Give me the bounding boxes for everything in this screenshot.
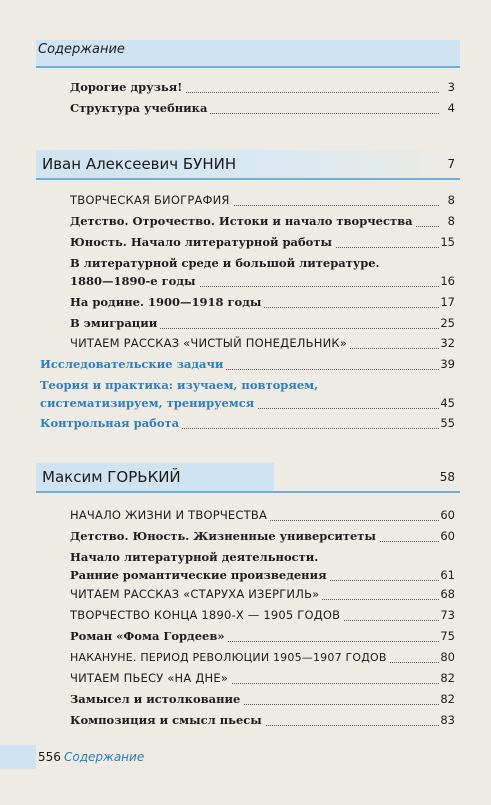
entry-title: Дорогие друзья! [70, 79, 185, 96]
entry-title: ЧИТАЕМ ПЬЕСУ «НА ДНЕ» [70, 670, 231, 687]
entry-title: Контрольная работа [40, 415, 182, 432]
entry-page: 45 [440, 396, 455, 410]
author-name: Максим ГОРЬКИЙ [42, 468, 181, 486]
bunin-rule [36, 178, 460, 180]
entry-page: 8 [447, 193, 455, 207]
entry-title: ТВОРЧЕСТВО КОНЦА 1890-Х — 1905 ГОДОВ [70, 607, 343, 624]
entry-title-line2: систематизируем, тренируемся [40, 395, 257, 412]
entry-page: 68 [440, 587, 455, 601]
entry-page: 80 [440, 650, 455, 664]
entry-page: 82 [440, 692, 455, 706]
entry-page: 60 [440, 529, 455, 543]
entry-page: 3 [447, 80, 455, 94]
entry-page: 39 [440, 357, 455, 371]
entry-title: Замысел и истолкование [70, 691, 243, 708]
gorky-rule [36, 491, 460, 493]
author-header-bunin[interactable] [0, 150, 491, 178]
entry-title: Исследовательские задачи [40, 356, 226, 373]
entry-page: 8 [447, 214, 455, 228]
entry-page: 55 [440, 416, 455, 430]
entry-title: Детство. Отрочество. Истоки и начало творчества [70, 213, 416, 230]
entry-page: 17 [440, 295, 455, 309]
footer-band [0, 745, 36, 769]
toc-section-theory[interactable] [0, 377, 491, 413]
entry-title: НАЧАЛО ЖИЗНИ И ТВОРЧЕСТВА [70, 507, 270, 524]
entry-title: Теория и практика: изучаем, повторяем, [40, 377, 321, 394]
page-footer [0, 745, 491, 769]
entry-title: Детство. Юность. Жизненные университеты [70, 528, 379, 545]
toc-header-title: Содержание [38, 42, 125, 57]
footer-title: Содержание [64, 750, 145, 764]
entry-page: 73 [440, 608, 455, 622]
author-name: Иван Алексеевич БУНИН [42, 155, 237, 173]
entry-title: В литературной среде и большой литературе. [70, 255, 383, 272]
entry-page: 60 [440, 508, 455, 522]
entry-title-line2: Ранние романтические произведения [70, 567, 330, 584]
entry-title-line2: 1880—1890-е годы [70, 273, 199, 290]
author-page: 7 [447, 157, 455, 171]
entry-page: 4 [447, 101, 455, 115]
author-page: 58 [439, 470, 455, 484]
entry-page: 25 [440, 316, 455, 330]
entry-title: Юность. Начало литературной работы [70, 234, 335, 251]
entry-page: 16 [440, 274, 455, 288]
entry-page: 75 [440, 629, 455, 643]
toc-entry[interactable] [0, 255, 491, 291]
entry-title: ТВОРЧЕСКАЯ БИОГРАФИЯ [70, 192, 233, 209]
entry-title: ЧИТАЕМ РАССКАЗ «СТАРУХА ИЗЕРГИЛЬ» [70, 586, 322, 603]
entry-title: На родине. 1900—1918 годы [70, 294, 264, 311]
entry-title: НАКАНУНЕ. ПЕРИОД РЕВОЛЮЦИИ 1905—1907 ГОДОВ [70, 649, 390, 666]
author-header-gorky[interactable] [0, 463, 491, 491]
entry-title: Композиция и смысл пьесы [70, 712, 265, 729]
entry-title: Роман «Фома Гордеев» [70, 628, 228, 645]
entry-title: ЧИТАЕМ РАССКАЗ «ЧИСТЫЙ ПОНЕДЕЛЬНИК» [70, 335, 350, 352]
entry-page: 61 [440, 568, 455, 582]
footer-page-number: 556 [38, 750, 61, 764]
entry-title: Начало литературной деятельности. [70, 549, 321, 566]
entry-page: 15 [440, 235, 455, 249]
entry-page: 82 [440, 671, 455, 685]
toc-entry[interactable] [0, 549, 491, 585]
header-rule [36, 66, 460, 68]
entry-title: В эмиграции [70, 315, 160, 332]
entry-page: 32 [440, 336, 455, 350]
entry-page: 83 [440, 713, 455, 727]
entry-title: Структура учебника [70, 100, 210, 117]
